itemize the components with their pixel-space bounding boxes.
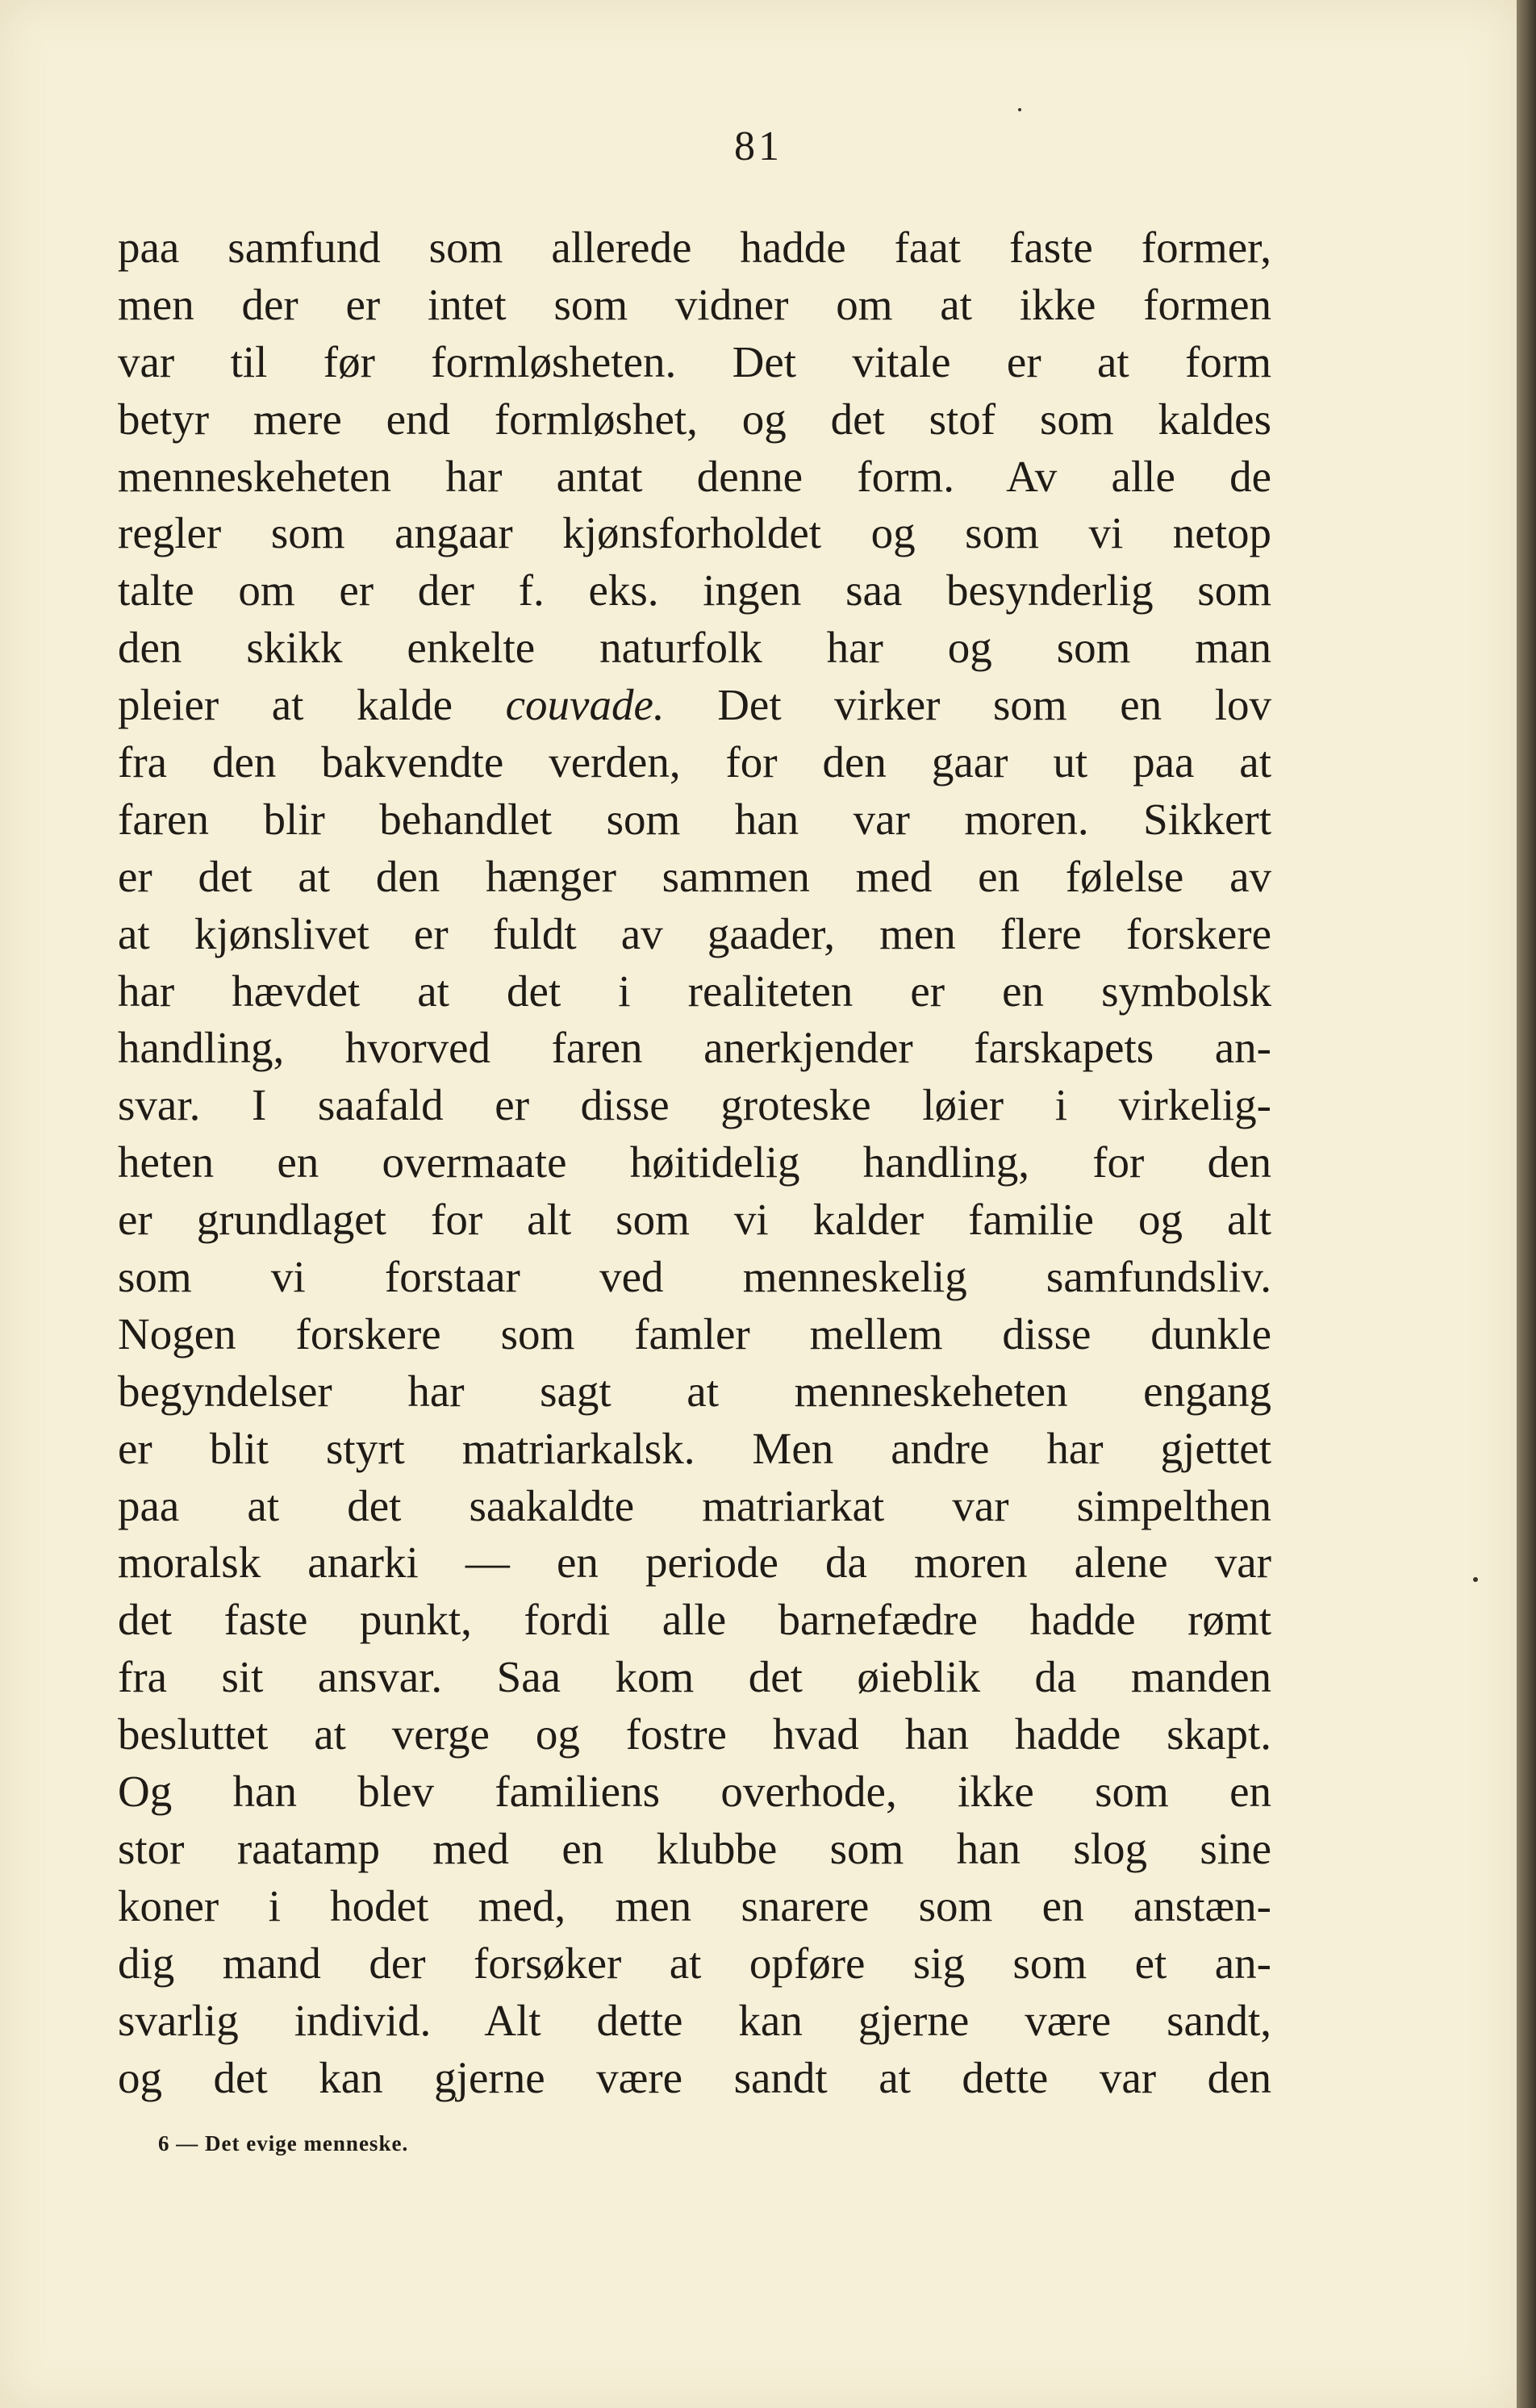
- text-line: Nogen forskere som famler mellem disse dunkle: [118, 1308, 1271, 1358]
- text-line: var til før formløsheten. Det vitale er at form: [118, 336, 1271, 386]
- text-segment: pleier at kalde: [118, 680, 506, 730]
- text-line: menneskeheten har antat denne form. Av alle de: [118, 451, 1271, 501]
- text-line: koner i hodet med, men snarere som en anstæn-: [118, 1880, 1271, 1930]
- text-line-with-italic: [118, 677, 1271, 734]
- printer-signature: 6 — Det evige menneske.: [158, 2131, 409, 2156]
- text-line: det faste punkt, fordi alle barnefædre hadde rømt: [118, 1595, 1271, 1645]
- ink-speck: [1018, 108, 1021, 111]
- text-line: den skikk enkelte naturfolk har og som man: [118, 623, 1271, 673]
- text-line: svarlig individ. Alt dette kan gjerne være sandt,: [118, 1995, 1271, 2045]
- text-line: heten en overmaate høitidelig handling, for den: [118, 1137, 1271, 1187]
- text-line: fra den bakvendte verden, for den gaar ut paa at: [118, 737, 1271, 787]
- text-line: er grundlaget for alt som vi kalder familie og alt: [118, 1195, 1271, 1245]
- text-line: betyr mere end formløshet, og det stof som kaldes: [118, 394, 1271, 444]
- body-text: [118, 219, 1271, 2106]
- text-line: men der er intet som vidner om at ikke formen: [118, 279, 1271, 329]
- text-line: er det at den hænger sammen med en følelse av: [118, 851, 1271, 901]
- text-line: moralsk anarki — en periode da moren alene var: [118, 1538, 1271, 1588]
- text-line: som vi forstaar ved menneskelig samfundsliv.: [118, 1252, 1271, 1302]
- text-line: besluttet at verge og fostre hvad han hadde skapt.: [118, 1709, 1271, 1759]
- text-line: Og han blev familiens overhode, ikke som en: [118, 1767, 1271, 1817]
- text-line: har hævdet at det i realiteten er en symbolsk: [118, 966, 1271, 1016]
- text-line: er blit styrt matriarkalsk. Men andre har gjettet: [118, 1423, 1271, 1473]
- text-line: dig mand der forsøker at opføre sig som et an-: [118, 1938, 1271, 1988]
- page-number: 81: [734, 123, 783, 169]
- page-edge-shadow: [1517, 0, 1536, 2408]
- text-line: paa at det saakaldte matriarkat var simpelthen: [118, 1480, 1271, 1530]
- text-line: paa samfund som allerede hadde faat faste former,: [118, 223, 1271, 272]
- text-line: handling, hvorved faren anerkjender farskapets an-: [118, 1023, 1271, 1073]
- text-line: at kjønslivet er fuldt av gaader, men flere forskere: [118, 908, 1271, 958]
- text-line: begyndelser har sagt at menneskeheten engang: [118, 1366, 1271, 1416]
- ink-speck: [1473, 1577, 1478, 1582]
- italic-term: couvade.: [505, 680, 665, 730]
- text-line: faren blir behandlet som han var moren. Sikkert: [118, 794, 1271, 844]
- text-line: regler som angaar kjønsforholdet og som vi netop: [118, 508, 1271, 558]
- text-line: stor raatamp med en klubbe som han slog sine: [118, 1823, 1271, 1873]
- text-line: talte om er der f. eks. ingen saa besynderlig som: [118, 565, 1271, 616]
- text-segment: Det virker som en lov: [664, 680, 1271, 730]
- text-line: svar. I saafald er disse groteske løier i virkelig-: [118, 1080, 1271, 1130]
- text-line: fra sit ansvar. Saa kom det øieblik da manden: [118, 1652, 1271, 1702]
- text-line: og det kan gjerne være sandt at dette var den: [118, 2052, 1271, 2102]
